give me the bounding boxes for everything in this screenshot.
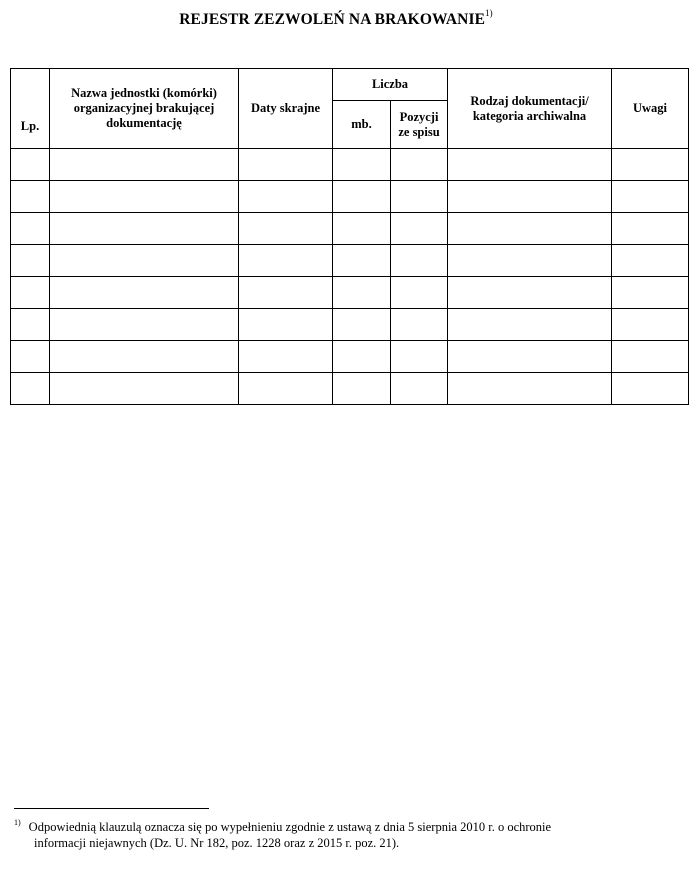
header-mb: mb.: [333, 101, 391, 149]
cell-pozycji[interactable]: [391, 149, 448, 181]
table-row: [11, 277, 689, 309]
cell-nazwa[interactable]: [50, 309, 239, 341]
cell-daty[interactable]: [239, 245, 333, 277]
cell-lp[interactable]: [11, 213, 50, 245]
footnote: [14, 816, 654, 851]
cell-lp[interactable]: [11, 181, 50, 213]
cell-daty[interactable]: [239, 149, 333, 181]
cell-lp[interactable]: [11, 149, 50, 181]
cell-pozycji[interactable]: [391, 309, 448, 341]
table-row: [11, 149, 689, 181]
cell-uwagi[interactable]: [612, 341, 689, 373]
footnote-line-1: [14, 816, 654, 835]
cell-pozycji[interactable]: [391, 341, 448, 373]
cell-lp[interactable]: [11, 373, 50, 405]
cell-daty[interactable]: [239, 309, 333, 341]
cell-uwagi[interactable]: [612, 213, 689, 245]
cell-uwagi[interactable]: [612, 309, 689, 341]
cell-nazwa[interactable]: [50, 341, 239, 373]
table-body: [11, 149, 689, 405]
cell-pozycji[interactable]: [391, 181, 448, 213]
document-title-text: REJESTR ZEZWOLEŃ NA BRAKOWANIE: [179, 11, 486, 29]
cell-mb[interactable]: [333, 373, 391, 405]
cell-mb[interactable]: [333, 181, 391, 213]
table-row: [11, 181, 689, 213]
cell-daty[interactable]: [239, 277, 333, 309]
cell-pozycji[interactable]: [391, 245, 448, 277]
cell-daty[interactable]: [239, 213, 333, 245]
cell-mb[interactable]: [333, 213, 391, 245]
cell-rodzaj[interactable]: [448, 341, 612, 373]
header-pozycji-ze-spisu: Pozycji ze spisu: [391, 101, 448, 149]
table-row: [11, 341, 689, 373]
cell-lp[interactable]: [11, 245, 50, 277]
cell-rodzaj[interactable]: [448, 309, 612, 341]
header-lp: Lp.: [11, 69, 50, 149]
cell-mb[interactable]: [333, 341, 391, 373]
footnote-separator: [14, 808, 209, 809]
cell-uwagi[interactable]: [612, 277, 689, 309]
cell-lp[interactable]: [11, 277, 50, 309]
cell-mb[interactable]: [333, 277, 391, 309]
cell-rodzaj[interactable]: [448, 245, 612, 277]
register-table: [10, 68, 689, 405]
header-daty-skrajne: Daty skrajne: [239, 69, 333, 149]
table-row: [11, 373, 689, 405]
cell-nazwa[interactable]: [50, 213, 239, 245]
cell-nazwa[interactable]: [50, 181, 239, 213]
cell-uwagi[interactable]: [612, 373, 689, 405]
cell-lp[interactable]: [11, 341, 50, 373]
cell-rodzaj[interactable]: [448, 149, 612, 181]
cell-rodzaj[interactable]: [448, 373, 612, 405]
cell-rodzaj[interactable]: [448, 213, 612, 245]
cell-uwagi[interactable]: [612, 181, 689, 213]
cell-uwagi[interactable]: [612, 149, 689, 181]
cell-uwagi[interactable]: [612, 245, 689, 277]
cell-daty[interactable]: [239, 373, 333, 405]
footnote-marker: 1): [14, 818, 21, 827]
header-rodzaj-dokumentacji: Rodzaj dokumentacji/ kategoria archiwalna: [448, 69, 612, 149]
cell-nazwa[interactable]: [50, 373, 239, 405]
document-title: [0, 10, 672, 29]
cell-nazwa[interactable]: [50, 277, 239, 309]
table-row: [11, 213, 689, 245]
cell-daty[interactable]: [239, 181, 333, 213]
cell-mb[interactable]: [333, 245, 391, 277]
footnote-text-2: informacji niejawnych (Dz. U. Nr 182, poz. 1228 oraz z 2015 r. poz. 21).: [34, 836, 400, 851]
table-row: [11, 309, 689, 341]
header-liczba: Liczba: [333, 69, 448, 101]
cell-pozycji[interactable]: [391, 213, 448, 245]
cell-rodzaj[interactable]: [448, 277, 612, 309]
cell-nazwa[interactable]: [50, 149, 239, 181]
header-nazwa-jednostki: Nazwa jednostki (komórki) organizacyjnej brakującej dokumentację: [50, 69, 239, 149]
cell-nazwa[interactable]: [50, 245, 239, 277]
cell-mb[interactable]: [333, 149, 391, 181]
table-row: [11, 245, 689, 277]
table-header: [11, 69, 689, 149]
cell-pozycji[interactable]: [391, 373, 448, 405]
cell-lp[interactable]: [11, 309, 50, 341]
cell-daty[interactable]: [239, 341, 333, 373]
cell-rodzaj[interactable]: [448, 181, 612, 213]
footnote-text-1: Odpowiednią klauzulą oznacza się po wypełnieniu zgodnie z ustawą z dnia 5 sierpnia 2010 r. o ochronie: [28, 820, 552, 835]
cell-pozycji[interactable]: [391, 277, 448, 309]
title-footnote-marker: 1): [485, 8, 493, 18]
header-uwagi: Uwagi: [612, 69, 689, 149]
cell-mb[interactable]: [333, 309, 391, 341]
